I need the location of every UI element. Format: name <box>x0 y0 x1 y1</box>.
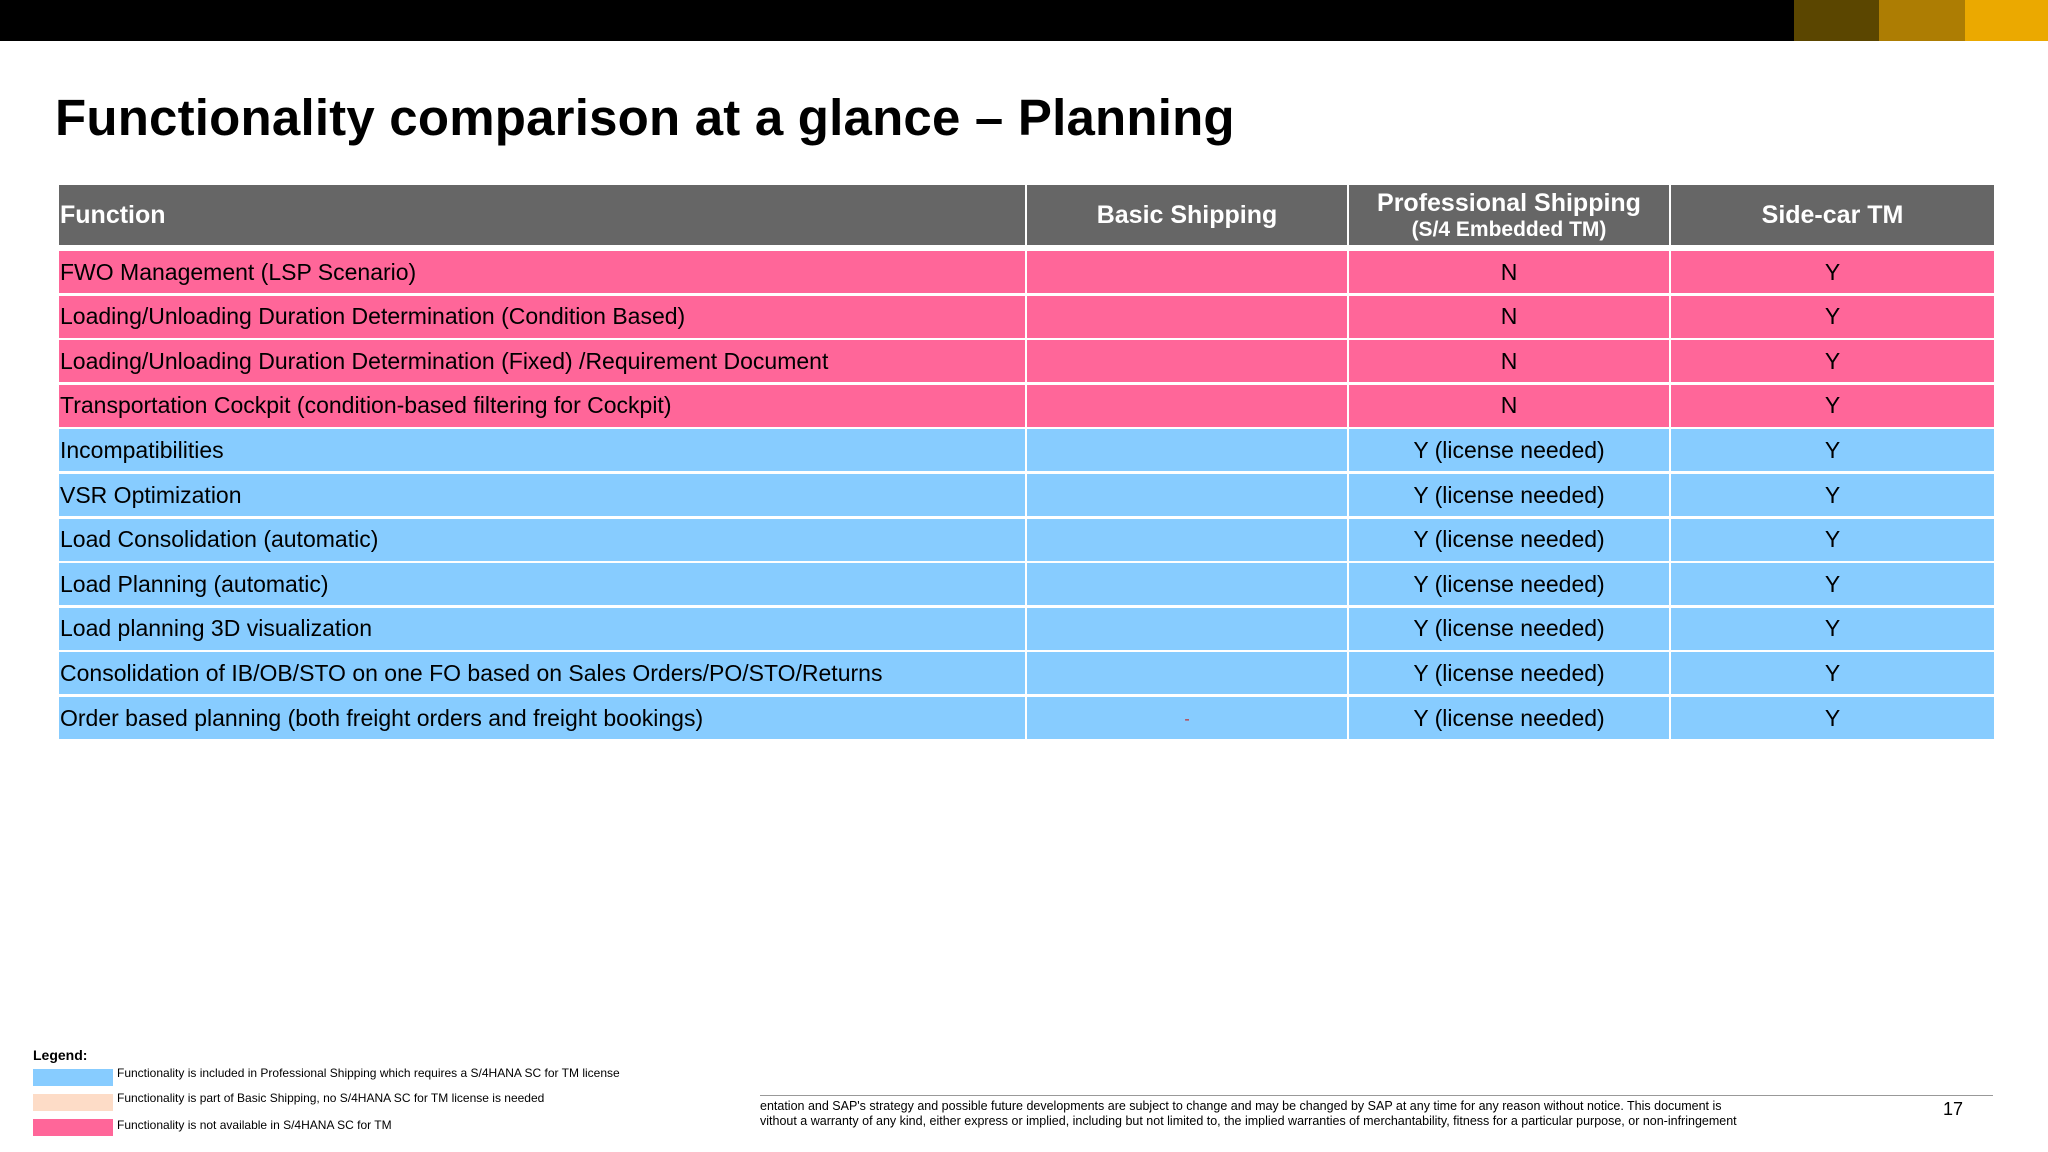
table-row <box>59 340 1994 382</box>
cell-basic-shipping <box>1027 608 1347 650</box>
cell-sidecar-tm <box>1671 429 1994 471</box>
cell-professional-shipping <box>1349 652 1669 694</box>
cell-sidecar-tm <box>1671 385 1994 427</box>
cell-function-text: Loading/Unloading Duration Determination (Fixed) /Requirement Document <box>60 347 829 374</box>
cell-sidecar-tm-text: Y <box>1824 347 1841 374</box>
cell-function-text: Incompatibilities <box>60 436 224 463</box>
header-sidecar-tm: Side-car TM <box>1671 185 1994 245</box>
legend-swatch-peach <box>33 1094 113 1111</box>
cell-function <box>59 429 1025 471</box>
cell-function <box>59 340 1025 382</box>
cell-professional-shipping <box>1349 296 1669 338</box>
cell-professional-shipping-text: Y (license needed) <box>1413 436 1605 463</box>
cell-function-text: Load Planning (automatic) <box>60 570 329 597</box>
cell-professional-shipping-text: Y (license needed) <box>1413 659 1605 686</box>
cell-professional-shipping-text: N <box>1500 392 1518 419</box>
cell-basic-shipping <box>1027 429 1347 471</box>
cell-function <box>59 251 1025 293</box>
cell-basic-shipping <box>1027 385 1347 427</box>
cell-professional-shipping-text: Y (license needed) <box>1413 615 1605 642</box>
cell-basic-shipping <box>1027 563 1347 605</box>
cell-function-text: Order based planning (both freight orders and freight bookings) <box>60 704 704 731</box>
cell-function <box>59 652 1025 694</box>
cell-professional-shipping-text: N <box>1500 347 1518 374</box>
cell-sidecar-tm-text: Y <box>1824 258 1841 285</box>
cell-basic-shipping <box>1027 519 1347 561</box>
table-row <box>59 652 1994 694</box>
legend-text-basic: Functionality is part of Basic Shipping, no S/4HANA SC for TM license is needed <box>117 1091 545 1105</box>
cell-professional-shipping-text: Y (license needed) <box>1413 704 1605 731</box>
table-row <box>59 563 1994 605</box>
table-row <box>59 296 1994 338</box>
cell-function <box>59 519 1025 561</box>
disclaimer-line-2: vithout a warranty of any kind, either express or implied, including but not limited to, the implied warranties of merchantability, fitness for a particular purpose, or non-infringement <box>760 1114 1737 1128</box>
cell-basic-shipping <box>1027 652 1347 694</box>
cell-function-text: Loading/Unloading Duration Determination (Condition Based) <box>60 303 686 330</box>
table-row <box>59 251 1994 293</box>
cell-function <box>59 296 1025 338</box>
cell-function-text: Load Consolidation (automatic) <box>60 526 379 553</box>
cell-sidecar-tm <box>1671 474 1994 516</box>
cell-basic-shipping <box>1027 474 1347 516</box>
cell-function <box>59 608 1025 650</box>
cell-professional-shipping <box>1349 474 1669 516</box>
cell-sidecar-tm-text: Y <box>1824 570 1841 597</box>
cell-sidecar-tm <box>1671 608 1994 650</box>
cell-sidecar-tm-text: Y <box>1824 436 1841 463</box>
cell-function <box>59 385 1025 427</box>
cell-professional-shipping-text: N <box>1500 258 1518 285</box>
footer-divider <box>760 1095 1993 1096</box>
cell-professional-shipping <box>1349 340 1669 382</box>
cell-professional-shipping <box>1349 608 1669 650</box>
header-professional-shipping <box>1349 185 1669 245</box>
legend-text-professional: Functionality is included in Professional Shipping which requires a S/4HANA SC for TM license <box>117 1066 620 1080</box>
legend-text-not-available: Functionality is not available in S/4HANA SC for TM <box>117 1118 392 1132</box>
page-number: 17 <box>1943 1099 1964 1119</box>
cell-professional-shipping-text: Y (license needed) <box>1413 526 1605 553</box>
header-function: Function <box>59 185 1025 245</box>
table-row <box>59 429 1994 471</box>
table-row <box>59 519 1994 561</box>
cell-professional-shipping-text: Y (license needed) <box>1413 481 1605 508</box>
cell-basic-shipping <box>1027 340 1347 382</box>
legend-title: Legend: <box>33 1047 88 1063</box>
cell-sidecar-tm-text: Y <box>1824 615 1841 642</box>
cell-sidecar-tm-text: Y <box>1824 526 1841 553</box>
cell-professional-shipping <box>1349 519 1669 561</box>
cell-sidecar-tm <box>1671 652 1994 694</box>
table-row <box>59 608 1994 650</box>
cell-sidecar-tm <box>1671 563 1994 605</box>
cell-sidecar-tm <box>1671 296 1994 338</box>
header-professional-label: Professional Shipping <box>1377 189 1641 217</box>
disclaimer-line-1: entation and SAP's strategy and possible future developments are subject to change and may be changed by SAP at any time for any reason without notice. This document is <box>760 1099 1722 1113</box>
cell-sidecar-tm-text: Y <box>1824 392 1841 419</box>
cell-professional-shipping <box>1349 251 1669 293</box>
cell-basic-shipping-text: - <box>1184 711 1190 728</box>
cell-sidecar-tm <box>1671 251 1994 293</box>
table-row <box>59 697 1994 739</box>
top-bar-accent-1 <box>1794 0 1879 41</box>
table-header-row <box>59 185 1994 245</box>
top-bar-accent-2 <box>1879 0 1965 41</box>
disclaimer <box>760 1099 1800 1129</box>
cell-function-text: Consolidation of IB/OB/STO on one FO based on Sales Orders/PO/STO/Returns <box>60 659 883 686</box>
cell-basic-shipping <box>1027 296 1347 338</box>
cell-function-text: VSR Optimization <box>60 481 242 508</box>
page-title: Functionality comparison at a glance – Planning <box>55 89 1235 146</box>
cell-basic-shipping <box>1027 251 1347 293</box>
cell-function <box>59 563 1025 605</box>
cell-function-text: FWO Management (LSP Scenario) <box>60 258 417 285</box>
cell-sidecar-tm-text: Y <box>1824 481 1841 508</box>
cell-professional-shipping <box>1349 385 1669 427</box>
header-basic-shipping: Basic Shipping <box>1027 185 1347 245</box>
top-bar-accent-3 <box>1965 0 2048 41</box>
cell-function <box>59 474 1025 516</box>
cell-professional-shipping <box>1349 563 1669 605</box>
top-bar <box>0 0 2048 41</box>
table-row <box>59 474 1994 516</box>
cell-professional-shipping-text: Y (license needed) <box>1413 570 1605 597</box>
cell-sidecar-tm <box>1671 519 1994 561</box>
cell-sidecar-tm-text: Y <box>1824 303 1841 330</box>
cell-basic-shipping <box>1027 697 1347 739</box>
cell-professional-shipping <box>1349 697 1669 739</box>
header-professional-sublabel: (S/4 Embedded TM) <box>1411 218 1607 241</box>
cell-professional-shipping <box>1349 429 1669 471</box>
cell-function <box>59 697 1025 739</box>
cell-sidecar-tm <box>1671 340 1994 382</box>
cell-function-text: Load planning 3D visualization <box>60 615 372 642</box>
cell-sidecar-tm-text: Y <box>1824 704 1841 731</box>
cell-sidecar-tm <box>1671 697 1994 739</box>
table-row <box>59 385 1994 427</box>
legend-swatch-pink <box>33 1119 113 1136</box>
cell-professional-shipping-text: N <box>1500 303 1518 330</box>
cell-function-text: Transportation Cockpit (condition-based filtering for Cockpit) <box>60 392 672 419</box>
legend-swatch-blue <box>33 1069 113 1086</box>
cell-sidecar-tm-text: Y <box>1824 659 1841 686</box>
